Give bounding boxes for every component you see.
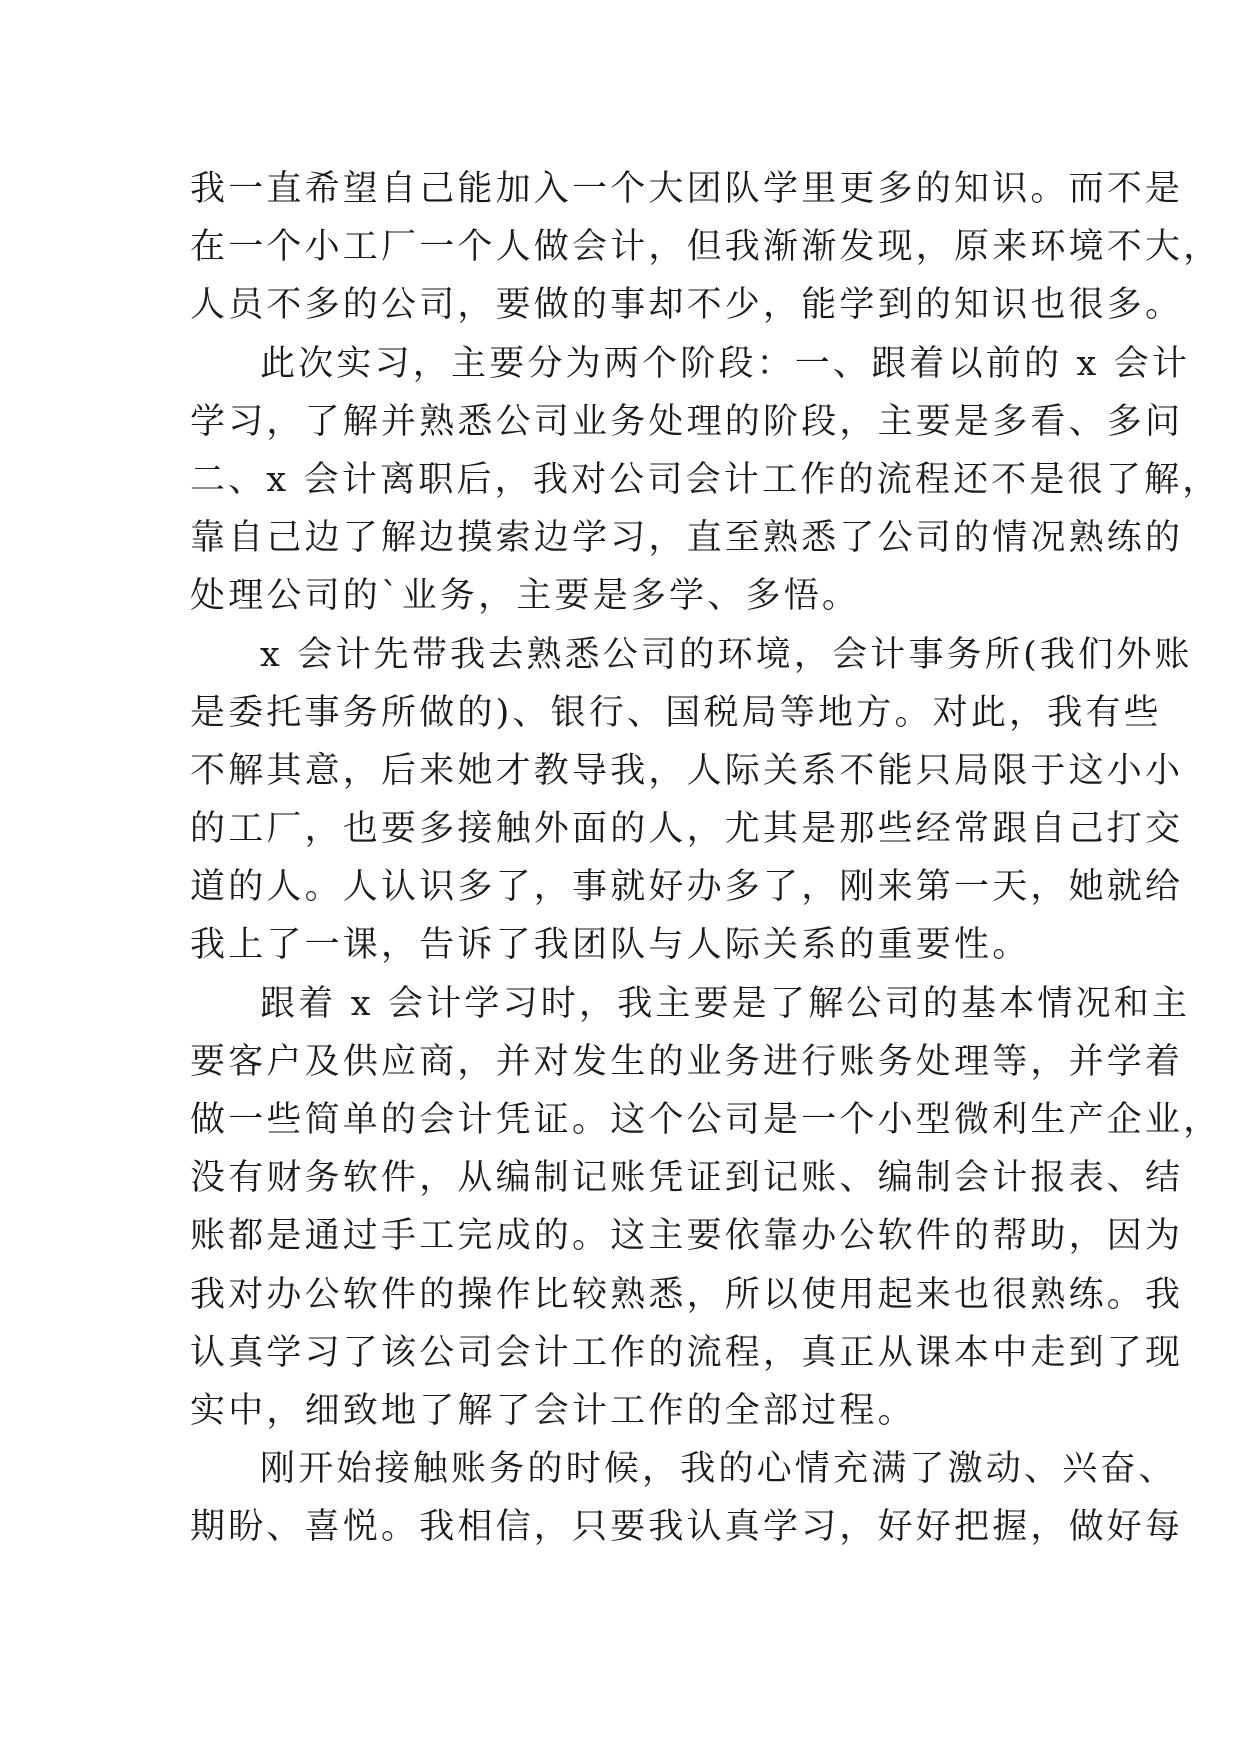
paragraph-first-line: 跟着 x 会计学习时，我主要是了解公司的基本情况和主 [260, 983, 1191, 1024]
paragraph-first-line: 刚开始接触账务的时候，我的心情充满了激动、兴奋、 [260, 1449, 1177, 1490]
text-line: 没有财务软件，从编制记账凭证到记账、编制会计报表、结 [190, 1158, 1184, 1199]
text-line: 我对办公软件的操作比较熟悉，所以使用起来也很熟练。我 [190, 1274, 1184, 1315]
paragraph-first-line: x 会计先带我去熟悉公司的环境，会计事务所(我们外账 [260, 634, 1193, 675]
text-line: 靠自己边了解边摸索边学习，直至熟悉了公司的情况熟练的 [190, 518, 1184, 559]
text-line: 认真学习了该公司会计工作的流程，真正从课本中走到了现 [190, 1332, 1184, 1373]
text-line: 道的人。人认识多了，事就好办多了，刚来第一天，她就给 [190, 867, 1184, 908]
text-line: 的工厂，也要多接触外面的人，尤其是那些经常跟自己打交 [190, 809, 1184, 850]
text-line: 是委托事务所做的)、银行、国税局等地方。对此，我有些 [190, 692, 1162, 733]
body-text [190, 160, 1222, 1557]
text-line: 我上了一课，告诉了我团队与人际关系的重要性。 [190, 925, 1031, 966]
text-line: 账都是通过手工完成的。这主要依靠办公软件的帮助，因为 [190, 1216, 1184, 1257]
text-line: 处理公司的`业务，主要是多学、多悟。 [190, 576, 861, 617]
text-line: 学习，了解并熟悉公司业务处理的阶段，主要是多看、多问 [190, 401, 1184, 442]
text-line: 不解其意，后来她才教导我，人际关系不能只局限于这小小 [190, 750, 1184, 791]
text-line: 二、x 会计离职后，我对公司会计工作的流程还不是很了解， [190, 459, 1221, 500]
text-line: 实中，细致地了解了会计工作的全部过程。 [190, 1390, 916, 1431]
text-line: 要客户及供应商，并对发生的业务进行账务处理等，并学着 [190, 1041, 1184, 1082]
text-line: 做一些简单的会计凭证。这个公司是一个小型微利生产企业， [190, 1100, 1222, 1140]
text-line: 人员不多的公司，要做的事却不少，能学到的知识也很多。 [190, 285, 1184, 326]
paragraph-first-line: 此次实习，主要分为两个阶段：一、跟着以前的 x 会计 [260, 343, 1191, 384]
text-line: 期盼、喜悦。我相信，只要我认真学习，好好把握，做好每 [190, 1507, 1184, 1548]
text-line: 在一个小工厂一个人做会计，但我渐渐发现，原来环境不大， [190, 227, 1222, 268]
text-line: 我一直希望自己能加入一个大团队学里更多的知识。而不是 [190, 169, 1184, 209]
